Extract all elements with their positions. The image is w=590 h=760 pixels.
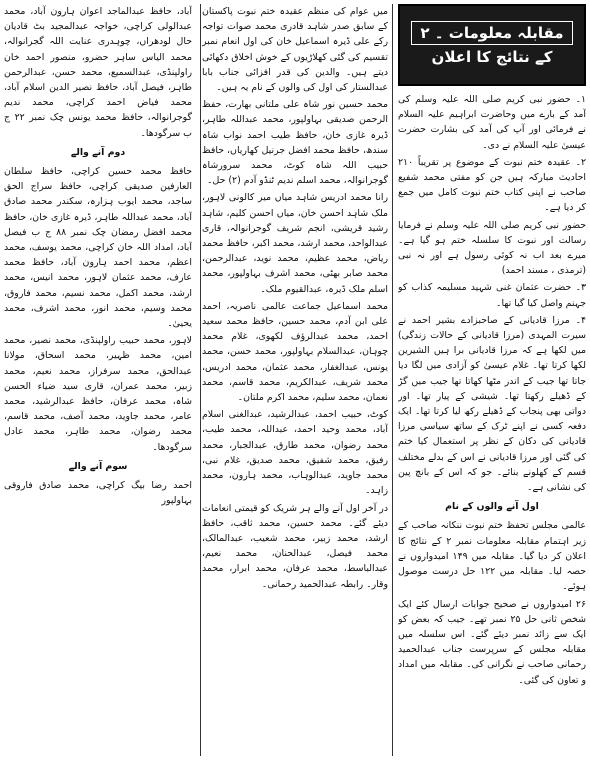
third-place-names: احمد رضا بیگ کراچی، محمد صادق فاروقی بہاولپور xyxy=(4,480,192,507)
second-place-names: حافظ محمد حسین کراچی، حافظ سلطان العارفین صدیقی کراچی، حافظ سراج الحق ساجد، محمد ایوب ہزارہ، سکندر محمد صادق آباد، محمد عبداللہ طاہر، ڈیرہ غازی خان، حافظ محمد افضل رمضان چک نمبر ۸۸ ج ب فیصل آباد، امداد اللہ خان کراچی، محمد یوسف، محمد اعظم، محمد احمد ہارون آباد، حافظ محمد عارف، محمد عثمان لاہور، محمد انیس، محمد ارشد، محمد اکمل، محمد نسیم، محمد فاروق، محمد وسیم، محمد انور، محمد اشرف، محمد یحییٰ۔ xyxy=(4,166,192,330)
third-place-heading: سوم آنے والے xyxy=(68,460,128,472)
column-divider xyxy=(392,4,393,756)
answer-1: ۱۔ حضور نبی کریم صلی اللہ علیہ وسلم کی آمد کے بارے میں وحاضرت ابراہیم علیہ السلام نے فرمائی اور آپ کی آمد کی بشارت حضرت عیسیٰ علیہ السلام نے دی۔ xyxy=(398,94,586,151)
hadith-quote: حضور نبی کریم صلی اللہ علیہ وسلم نے فرمایا رسالت اور نبوت کا سلسلہ ختم ہو گیا ہے۔ میرے بعد اب نہ کوئی رسول ہے اور نہ نبی (ترمذی ، مسند احمد) xyxy=(398,219,586,277)
right-column xyxy=(398,4,586,690)
second-place-names-cont: لاہور، محمد حبیب راولپنڈی، محمد نصیر، محمد امین، محمد ظہیر، محمد اسحاق، مولانا عبدالحق، محمد سرفراز، محمد نعیم، محمد زبیر، محمد عمران، قاری سید ضیاء الحسن شاہ، محمد عرفان، حافظ عبدالرشید، محمد عامر، محمد جاوید، محمد آصف، محمد قاسم، محمد رضوان، محمد طاہر، محمد عادل سرگودھا۔ xyxy=(4,335,192,453)
results-details: ۲۶ امیدواروں نے صحیح جوابات ارسال کئے ایک شخص ثانی حل ۲۵ نمبر تھے۔ جیب کہ بعض کو ایک سے زائد نمبر دیئے گئے۔ اس سلسلہ میں مقابلہ مجلس کے سرپرست جناب عبدالحمید رحمانی صاحب نے نگرانی کی۔ مقابلہ میں امداد و تعاون کی گئی۔ xyxy=(398,598,586,686)
headline-line-2: کے نتائج کا اعلان xyxy=(431,48,553,66)
winners-list-4: کوٹ، حبیب احمد، عبدالرشید، عبدالغنی اسلام آباد، محمد وحید احمد، عبداللہ، محمد طیب، محمد رضوان، محمد طارق، عبدالجبار، محمد رفیق، محمد شفیق، محمد صدیق، غلام نبی، محمد جاوید، عبدالوہاب، محمد ہارون، محمد زاہد۔ xyxy=(202,409,388,497)
headline-banner xyxy=(398,4,586,86)
winners-list-5: در آخر اول آنے والے ہر شریک کو قیمتی انعامات دیئے گئے۔ محمد حسین، محمد ثاقب، حافظ ارشد، محمد زبیر، محمد شعیب، عبدالمالک، محمد فیصل، عبدالحنان، محمد نعیم، عبدالباسط، محمد عرفان، محمد ابرار، محمد وقار۔ رابطہ عبدالحمید رحمانی۔ xyxy=(202,502,388,590)
first-place-heading: اول آنے والوں کے نام xyxy=(445,501,539,513)
second-place-heading: دوم آنے والے xyxy=(70,146,126,158)
answer-3: ۳۔ حضرت عثمان غنی شہید مسلیمہ کذاب کو جہنم واصل کیا گیا تھا۔ xyxy=(398,282,586,309)
winners-intro: میں عوام کی منظم عقیدہ ختم نبوت پاکستان کے سابق صدر شاہد قادری محمد صوات تواجہ رکے علی ڈیرہ اسماعیل خان کی اول انعام نمبر تقسیم کی گئی کھلاڑیوں کے خوش اخلاق دکھائی دیتے ہیں۔ والدین کی قدر افزائی جناب بابا عبدالستار کی اول کی والوں کے نام یہ ہیں۔ xyxy=(202,6,388,94)
winners-list-1: محمد حسین نور شاہ علی ملتانی بھارت، حفظ الرحمن صدیقی بہاولپور، محمد عبداللہ طاہر، ڈیرہ غازی خان، حافظ طیب احمد نواب شاہ سندھ، حافظ محمد افضل جرنیل کھاریاں، حافظ حبیب اللہ شاہ کوٹ، محمد سرورشاہ گوجرانوالہ، محمد اسلم ندیم ٹنڈو آدم (۲) حل۔ xyxy=(202,99,388,187)
winners-list-3: محمد اسماعیل جماعت عالمی ناصریہ، احمد علی ابن آدم، محمد حسین، حافظ محمد سعید احمد، محمد عبدالرؤف لکھوی، غلام محمد چوہان، عبدالسلام بہاولپور، محمد حسن، محمد یونس، عبدالغفار، محمد عثمان، محمد ادریس، محمد شریف، عبدالکریم، محمد قاسم، محمد نعمان، محمد سلیم، محمد اکرم ملتان۔ xyxy=(202,300,388,404)
column-divider xyxy=(200,4,201,756)
winners-list-2: رانا محمد ادریس شاہد میاں میر کالونی لاہور، ملک شاہد احسن خان، میاں احسن کلیم، شاہد رشید قریشی، انجم شریف گوجرانوالہ، قاری عبدالواحد، محمد ارشد، محمد اکبر، حافظ محمد ریاض، محمد عظیم، محمد نوید، عبدالرحمن، محمد صابر بھٹی، محمد اشرف بہاولپور، محمد اسلم ملک ڈیرہ، عبدالقیوم ملک۔ xyxy=(202,192,388,295)
results-announcement: عالمی مجلس تحفظ ختم نبوت ننکانہ صاحب کے زیر اہتمام مقابلہ معلومات نمبر ۲ کے نتائج کا اعلان کر دیا گیا۔ مقابلہ میں ۱۴۹ امیدواروں نے حصہ لیا۔ مقابلہ میں ۱۲۲ حل درست موصول ہوئے۔ xyxy=(398,520,586,593)
answer-2: ۲۔ عقیدہ ختم نبوت کے موضوع پر تقریباً ۲۱۰ احادیث مبارکہ ہیں جن کو مفتی محمد شفیع صاحب نے اپنی کتاب ختم نبوت کامل میں جمع کر دیا ہے۔ xyxy=(398,156,586,214)
headline-line-1: مقابلہ معلومات ۔ ۲ xyxy=(411,21,572,45)
left-column xyxy=(4,4,192,511)
middle-column xyxy=(202,4,388,594)
first-place-names: آباد، حافظ عبدالماجد اعوان ہارون آباد، محمد عبدالولی کراچی، خواجہ عبدالمجید بٹ قادیان حال لودھراں، چوہدری عنایت اللہ گجرانوالہ، محمد الیاس ساہر حضرو، منصور احمد خان راولپنڈی، عبدالسمیع، محمد حسن، عبدالرحمن طاہر، فیصل آباد، حافظ نصیر الدین اسلام آباد، محمد فیاض احمد کراچی، محمد ندیم گوجرانوالہ، حافظ محمد یونس چک نمبر ۲۲ ج ب سرگودھا۔ xyxy=(4,6,192,139)
answer-4: ۴۔ مرزا قادیانی کے صاحبزادے بشیر احمد نے سیرت المہدی (مرزا قادیانی کے حالات زندگی) میں لکھا ہے کہ مرزا قادیانی برا ہیں الشیرین لکھا کرتا تھا۔ غلام عیسیٰ کو آزادی میں لگا دیا جاتا تھا جیب کے اندر مٹھا کھاتا تھا جیب میں گڑ کے ڈھیلے رکھتا تھا۔ شیشی کے پیار تھا۔ اور دواتی بھی پنجاب کے ڈھیلے رکھ لیا کرتا تھا۔ ایک دفعہ کسی نے اپنے ٹرک کے ساتھ سیاسی مرزا قادیانی کی دکان کے نظر پر استعمال کیا ختم کی گئی اور مرزا قادیانی نے اس کے بدلے مختلف قسم کے کھلونے بنائے۔ جو کہ اس کے بانچ پین کی نشانی ہے۔ xyxy=(398,314,586,494)
